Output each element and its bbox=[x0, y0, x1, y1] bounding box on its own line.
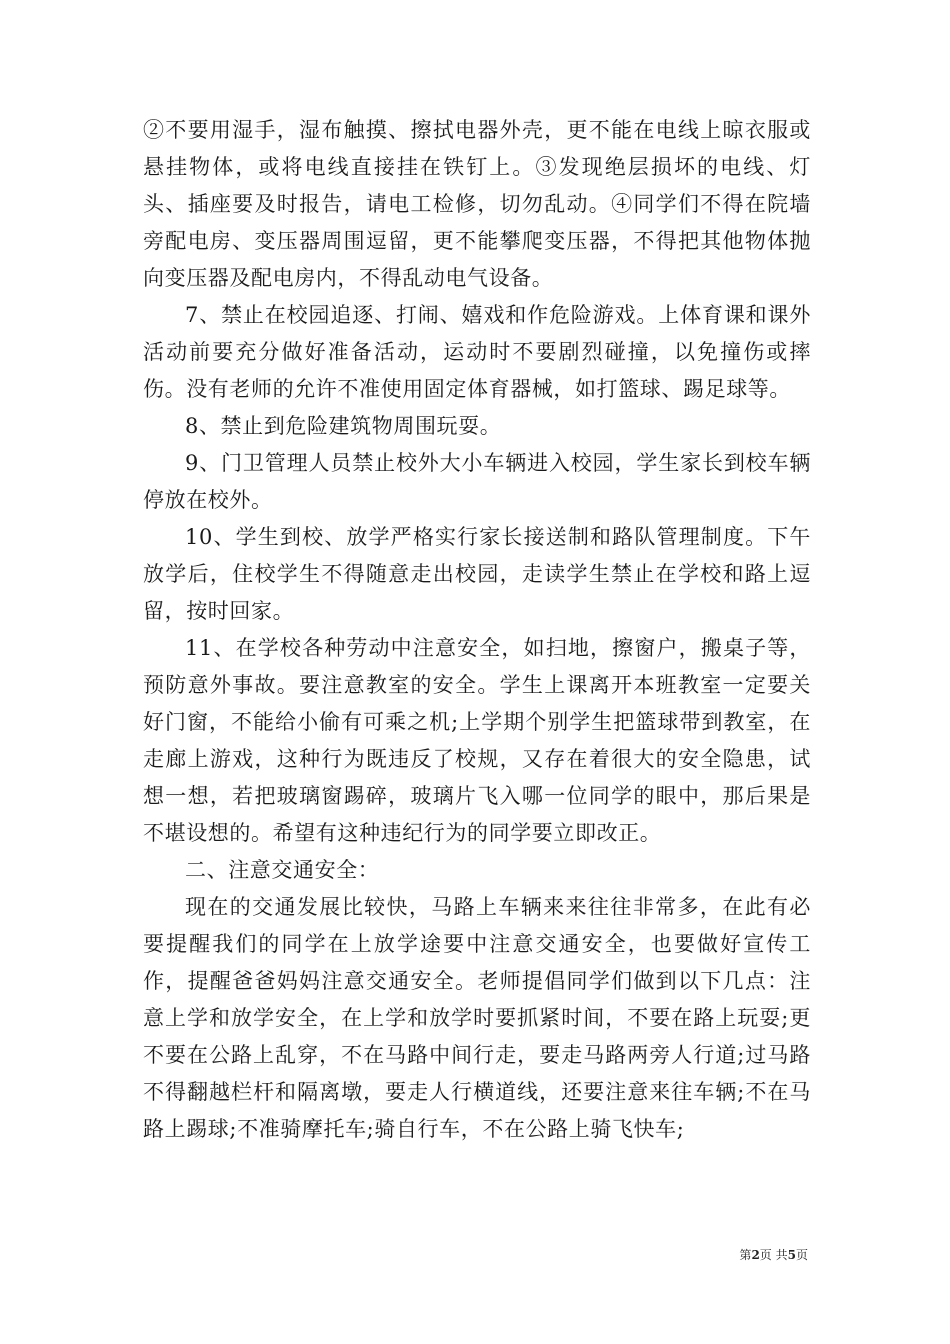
paragraph: 8、禁止到危险建筑物周围玩耍。 bbox=[185, 414, 502, 438]
paragraph: 11、在学校各种劳动中注意安全，如扫地，擦窗户，搬桌子等，预防意外事故。要注意教室的安全。学生上课离开本班教室一定要关好门窗，不能给小偷有可乘之机;上学期个别学生把篮球带到教室，在走廊上游戏，这种行为既违反了校规，又存在着很大的安全隐患，试想一想，若把玻璃窗踢碎，玻璃片飞入哪一位同学的眼中，那后果是不堪设想的。希望有这种违纪行为的同学要立即改正。 bbox=[143, 636, 811, 845]
paragraph: 9、门卫管理人员禁止校外大小车辆进入校园，学生家长到校车辆停放在校外。 bbox=[143, 451, 811, 512]
footer-suffix: 页 bbox=[795, 1248, 808, 1262]
paragraph: 10、学生到校、放学严格实行家长接送制和路队管理制度。下午放学后，住校学生不得随意走出校园，走读学生禁止在学校和路上逗留，按时回家。 bbox=[143, 525, 811, 623]
paragraph: 现在的交通发展比较快，马路上车辆来来往往非常多，在此有必要提醒我们的同学在上放学途要中注意交通安全，也要做好宣传工作，提醒爸爸妈妈注意交通安全。老师提倡同学们做到以下几点：注意上学和放学安全，在上学和放学时要抓紧时间，不要在路上玩耍;更不要在公路上乱穿，不在马路中间行走，要走马路两旁人行道;过马路不得翻越栏杆和隔离墩，要走人行横道线，还要注意来往车辆;不在马路上踢球;不准骑摩托车;骑自行车，不在公路上骑飞快车; bbox=[143, 895, 811, 1141]
paragraph: ②不要用湿手，湿布触摸、擦拭电器外壳，更不能在电线上晾衣服或悬挂物体，或将电线直接挂在铁钉上。③发现绝层损坏的电线、灯头、插座要及时报告，请电工检修，切勿乱动。④同学们不得在院墙旁配电房、变压器周围逗留，更不能攀爬变压器，不得把其他物体抛向变压器及配电房内，不得乱动电气设备。 bbox=[143, 118, 811, 290]
section-heading: 二、注意交通安全： bbox=[185, 858, 380, 882]
current-page-number: 2 bbox=[751, 1248, 760, 1262]
footer-middle: 页 共 bbox=[759, 1248, 788, 1262]
paragraph: 7、禁止在校园追逐、打闹、嬉戏和作危险游戏。上体育课和课外活动前要充分做好准备活动，运动时不要剧烈碰撞，以免撞伤或摔伤。没有老师的允许不准使用固定体育器械，如打篮球、踢足球等。 bbox=[143, 303, 811, 401]
page-number-footer bbox=[739, 1246, 808, 1263]
total-page-number: 5 bbox=[787, 1248, 796, 1262]
footer-prefix: 第 bbox=[739, 1248, 752, 1262]
document-body bbox=[143, 112, 811, 1148]
